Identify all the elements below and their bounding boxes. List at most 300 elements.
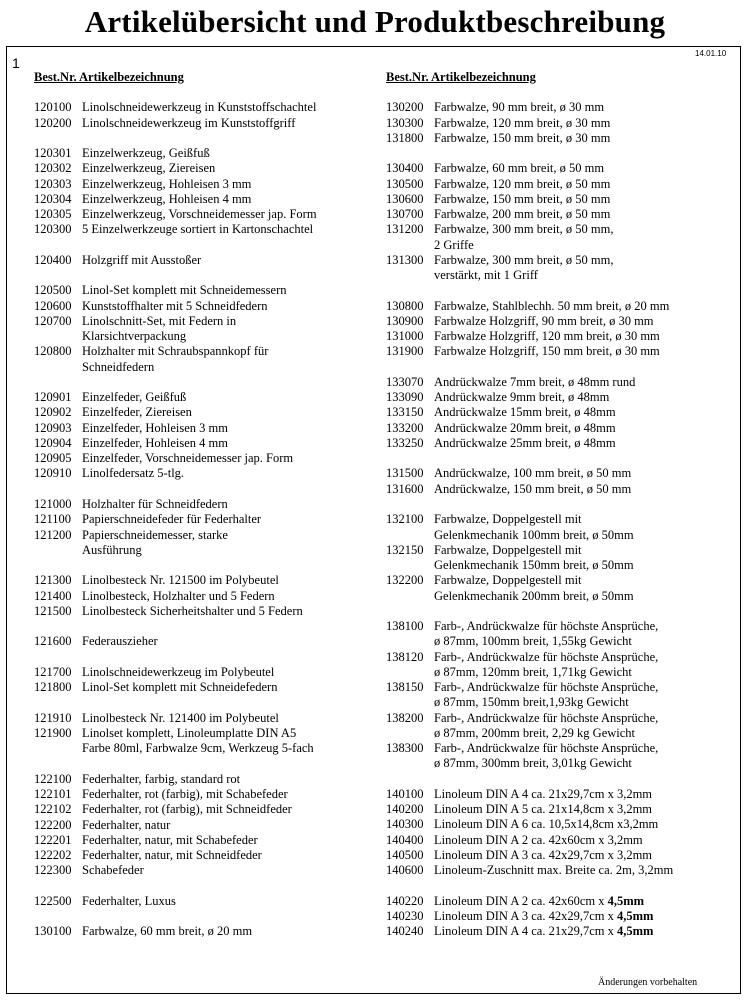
description-line: Farbwalze, 300 mm breit, ø 50 mm, bbox=[434, 222, 614, 237]
article-row bbox=[386, 833, 738, 848]
description-line: Farb-, Andrückwalze für höchste Ansprüche, bbox=[434, 741, 659, 756]
article-description bbox=[434, 512, 738, 543]
description-line: Farbwalze, 150 mm breit, ø 30 mm bbox=[434, 130, 611, 145]
article-description bbox=[82, 528, 394, 559]
description-line: Linoleum DIN A 3 ca. 42x29,7cm x 3,2mm bbox=[434, 847, 653, 862]
description-line: Linolschneidewerkzeug im Kunststoffgriff bbox=[82, 115, 296, 130]
article-description bbox=[82, 634, 394, 649]
article-row bbox=[386, 314, 738, 329]
article-number: 131900 bbox=[386, 344, 424, 359]
description-line: ø 87mm, 100mm breit, 1,55kg Gewicht bbox=[434, 634, 632, 649]
description-line: Papierschneidemesser, starke bbox=[82, 527, 228, 542]
article-description bbox=[82, 665, 394, 680]
article-number: 130100 bbox=[34, 924, 72, 939]
article-description bbox=[434, 299, 738, 314]
article-description bbox=[82, 894, 394, 909]
article-number: 122200 bbox=[34, 817, 72, 832]
article-row bbox=[34, 222, 394, 237]
article-description bbox=[82, 161, 394, 176]
article-row bbox=[34, 116, 394, 131]
article-description bbox=[434, 924, 738, 939]
article-description bbox=[434, 314, 738, 329]
description-line: Ausführung bbox=[82, 542, 142, 557]
description-line: Einzelfeder, Hohleisen 4 mm bbox=[82, 435, 228, 450]
description-line: Einzelwerkzeug, Vorschneidemesser jap. Form bbox=[82, 207, 317, 222]
article-row bbox=[386, 924, 738, 939]
description-line: Farbwalze, 60 mm breit, ø 50 mm bbox=[434, 161, 605, 176]
article-description bbox=[82, 818, 394, 833]
description-line: Linoleum DIN A 4 ca. 21x29,7cm x 3,2mm bbox=[434, 786, 653, 801]
description-line: Farbwalze, Doppelgestell mit bbox=[434, 542, 582, 557]
article-row bbox=[34, 589, 394, 604]
article-description bbox=[434, 650, 738, 681]
article-row bbox=[34, 436, 394, 451]
description-line: Papierschneidefeder für Federhalter bbox=[82, 512, 262, 527]
article-number: 120700 bbox=[34, 313, 72, 328]
article-description bbox=[434, 405, 738, 420]
article-number: 120910 bbox=[34, 466, 72, 481]
left-column bbox=[34, 70, 394, 940]
article-number: 138200 bbox=[386, 710, 424, 725]
description-line: Linolset komplett, Linoleumplatte DIN A5 bbox=[82, 725, 297, 740]
article-row bbox=[34, 848, 394, 863]
description-line: Andrückwalze, 100 mm breit, ø 50 mm bbox=[434, 466, 632, 481]
description-line: Klarsichtverpackung bbox=[82, 329, 187, 344]
article-row bbox=[34, 711, 394, 726]
description-line: Linoleum DIN A 5 ca. 21x14,8cm x 3,2mm bbox=[434, 802, 653, 817]
article-description bbox=[434, 329, 738, 344]
article-number: 130200 bbox=[386, 100, 424, 115]
article-description bbox=[82, 253, 394, 268]
article-description bbox=[434, 222, 738, 253]
article-number: 138120 bbox=[386, 649, 424, 664]
article-row bbox=[34, 528, 394, 559]
article-row bbox=[34, 726, 394, 757]
article-number: 132100 bbox=[386, 512, 424, 527]
article-row bbox=[386, 863, 738, 878]
description-line: Andrückwalze 25mm breit, ø 48mm bbox=[434, 435, 616, 450]
article-number: 120301 bbox=[34, 146, 72, 161]
article-number: 130400 bbox=[386, 161, 424, 176]
description-line: Andrückwalze 15mm breit, ø 48mm bbox=[434, 405, 616, 420]
description-line: ø 87mm, 150mm breit,1,93kg Gewicht bbox=[434, 695, 629, 710]
footer-note: Änderungen vorbehalten bbox=[598, 977, 698, 988]
article-number: 120303 bbox=[34, 176, 72, 191]
article-number: 138150 bbox=[386, 680, 424, 695]
article-description bbox=[434, 253, 738, 284]
article-number: 131000 bbox=[386, 329, 424, 344]
article-row bbox=[34, 924, 394, 939]
article-description bbox=[434, 436, 738, 451]
column-header: Best.Nr. Artikelbezeichnung bbox=[386, 70, 536, 84]
article-row bbox=[34, 207, 394, 222]
article-description bbox=[82, 299, 394, 314]
description-line: Federhalter, farbig, standard rot bbox=[82, 771, 241, 786]
article-description bbox=[82, 772, 394, 787]
article-row bbox=[34, 604, 394, 619]
article-row bbox=[386, 802, 738, 817]
article-number: 122102 bbox=[34, 802, 72, 817]
description-line: Linol-Set komplett mit Schneidefedern bbox=[82, 680, 278, 695]
document-date: 14.01.10 bbox=[695, 49, 727, 58]
article-row bbox=[34, 787, 394, 802]
article-row bbox=[386, 848, 738, 863]
description-line: Holzhalter für Schneidfedern bbox=[82, 497, 228, 512]
article-number: 121000 bbox=[34, 497, 72, 512]
description-line bbox=[434, 909, 738, 924]
article-row bbox=[34, 253, 394, 268]
article-row bbox=[386, 466, 738, 481]
article-row bbox=[34, 802, 394, 817]
description-line: Farbe 80ml, Farbwalze 9cm, Werkzeug 5-fach bbox=[82, 741, 314, 756]
article-description bbox=[434, 207, 738, 222]
article-description bbox=[82, 726, 394, 757]
article-number: 140400 bbox=[386, 832, 424, 847]
article-number: 121300 bbox=[34, 573, 72, 588]
article-description bbox=[82, 222, 394, 237]
article-number: 122202 bbox=[34, 848, 72, 863]
article-number: 131300 bbox=[386, 252, 424, 267]
description-line: Einzelwerkzeug, Hohleisen 4 mm bbox=[82, 191, 252, 206]
description-line: Farbwalze, 120 mm breit, ø 30 mm bbox=[434, 115, 611, 130]
description-line: Farb-, Andrückwalze für höchste Ansprüche, bbox=[434, 649, 659, 664]
article-description bbox=[434, 833, 738, 848]
article-number: 130300 bbox=[386, 115, 424, 130]
article-row bbox=[34, 405, 394, 420]
description-line: Federauszieher bbox=[82, 634, 158, 649]
description-line: Farbwalze, Doppelgestell mit bbox=[434, 512, 582, 527]
description-line: Holzhalter mit Schraubspannkopf für bbox=[82, 344, 269, 359]
article-row bbox=[386, 161, 738, 176]
description-line: Kunststoffhalter mit 5 Schneidfedern bbox=[82, 298, 268, 313]
article-row bbox=[34, 894, 394, 909]
description-line: Farbwalze Holzgriff, 90 mm breit, ø 30 mm bbox=[434, 313, 654, 328]
article-row bbox=[386, 650, 738, 681]
article-number: 120800 bbox=[34, 344, 72, 359]
page-title: Artikelübersicht und Produktbeschreibung bbox=[84, 4, 666, 39]
description-line: Linoleum DIN A 2 ca. 42x60cm x 3,2mm bbox=[434, 832, 643, 847]
description-line: Farbwalze, 60 mm breit, ø 20 mm bbox=[82, 924, 253, 939]
thickness-value: 4,5mm bbox=[616, 924, 654, 939]
article-description bbox=[82, 146, 394, 161]
article-description bbox=[82, 924, 394, 939]
description-line: Andrückwalze 20mm breit, ø 48mm bbox=[434, 420, 616, 435]
article-row bbox=[34, 818, 394, 833]
article-row bbox=[34, 192, 394, 207]
article-row bbox=[34, 299, 394, 314]
article-description bbox=[82, 390, 394, 405]
article-description bbox=[434, 787, 738, 802]
article-description bbox=[434, 543, 738, 574]
article-description bbox=[82, 512, 394, 527]
article-description bbox=[82, 436, 394, 451]
article-number: 120903 bbox=[34, 420, 72, 435]
description-line: Schabefeder bbox=[82, 863, 144, 878]
article-number: 121800 bbox=[34, 680, 72, 695]
description-line: Farb-, Andrückwalze für höchste Ansprüche, bbox=[434, 710, 659, 725]
article-description bbox=[434, 680, 738, 711]
article-number: 121900 bbox=[34, 725, 72, 740]
article-number: 132150 bbox=[386, 542, 424, 557]
description-line: Federhalter, rot (farbig), mit Schneidfeder bbox=[82, 802, 292, 817]
article-number: 140500 bbox=[386, 847, 424, 862]
article-number: 132200 bbox=[386, 573, 424, 588]
article-row bbox=[34, 833, 394, 848]
description-line: Linoleum DIN A 2 ca. 42x60cm x bbox=[434, 893, 608, 908]
description-line: Linoleum-Zuschnitt max. Breite ca. 2m, 3,2mm bbox=[434, 863, 674, 878]
article-number: 140300 bbox=[386, 817, 424, 832]
description-line: verstärkt, mit 1 Griff bbox=[434, 268, 538, 283]
article-description bbox=[82, 802, 394, 817]
article-number: 120902 bbox=[34, 405, 72, 420]
description-line: Farbwalze, 150 mm breit, ø 50 mm bbox=[434, 191, 611, 206]
article-description bbox=[82, 604, 394, 619]
description-line: ø 87mm, 120mm breit, 1,71kg Gewicht bbox=[434, 664, 632, 679]
article-number: 130800 bbox=[386, 298, 424, 313]
article-row bbox=[386, 787, 738, 802]
description-line: Federhalter, natur, mit Schabefeder bbox=[82, 832, 258, 847]
description-line: Federhalter, natur, mit Schneidfeder bbox=[82, 848, 262, 863]
article-description bbox=[434, 711, 738, 742]
article-description bbox=[434, 894, 738, 909]
article-number: 120304 bbox=[34, 191, 72, 206]
article-description bbox=[434, 375, 738, 390]
article-description bbox=[82, 344, 394, 375]
article-row bbox=[34, 421, 394, 436]
article-row bbox=[34, 314, 394, 345]
description-line: Farbwalze Holzgriff, 150 mm breit, ø 30 mm bbox=[434, 344, 660, 359]
article-number: 140240 bbox=[386, 924, 424, 939]
article-description bbox=[434, 802, 738, 817]
description-line: Gelenkmechanik 200mm breit, ø 50mm bbox=[434, 588, 634, 603]
description-line: Linolfedersatz 5-tlg. bbox=[82, 466, 185, 481]
article-description bbox=[434, 619, 738, 650]
description-line: Farbwalze, 120 mm breit, ø 50 mm bbox=[434, 176, 611, 191]
description-line: Linolschnitt-Set, mit Federn in bbox=[82, 313, 237, 328]
article-number: 133250 bbox=[386, 435, 424, 450]
column-header: Best.Nr. Artikelbezeichnung bbox=[34, 70, 184, 84]
article-number: 122100 bbox=[34, 771, 72, 786]
article-row bbox=[386, 436, 738, 451]
article-row bbox=[386, 741, 738, 772]
article-number: 120904 bbox=[34, 435, 72, 450]
article-row bbox=[386, 390, 738, 405]
description-line: Linolbesteck Sicherheitshalter und 5 Federn bbox=[82, 603, 303, 618]
article-row bbox=[34, 665, 394, 680]
article-number: 121400 bbox=[34, 588, 72, 603]
description-line: Einzelfeder, Vorschneidemesser jap. Form bbox=[82, 451, 294, 466]
description-line: Linoleum DIN A 3 ca. 42x29,7cm x bbox=[434, 908, 617, 923]
article-number: 120905 bbox=[34, 451, 72, 466]
thickness-value: 4,5mm bbox=[607, 893, 645, 908]
description-line: Farbwalze, Stahlblechh. 50 mm breit, ø 20 mm bbox=[434, 298, 670, 313]
description-line: Andrückwalze 7mm breit, ø 48mm rund bbox=[434, 374, 636, 389]
article-row bbox=[386, 619, 738, 650]
article-description bbox=[82, 451, 394, 466]
description-line bbox=[434, 894, 738, 909]
description-line: ø 87mm, 300mm breit, 3,01kg Gewicht bbox=[434, 756, 632, 771]
article-row bbox=[34, 512, 394, 527]
description-line: Holzgriff mit Ausstoßer bbox=[82, 252, 202, 267]
article-row bbox=[386, 573, 738, 604]
page-number: 1 bbox=[12, 55, 20, 71]
article-description bbox=[82, 589, 394, 604]
article-number: 121910 bbox=[34, 710, 72, 725]
article-number: 120302 bbox=[34, 161, 72, 176]
description-line: 5 Einzelwerkzeuge sortiert in Kartonschachtel bbox=[82, 222, 314, 237]
article-row bbox=[386, 344, 738, 359]
description-line: Farbwalze, 200 mm breit, ø 50 mm bbox=[434, 207, 611, 222]
article-description bbox=[434, 421, 738, 436]
article-number: 133090 bbox=[386, 390, 424, 405]
article-row bbox=[34, 772, 394, 787]
article-number: 140220 bbox=[386, 893, 424, 908]
article-description bbox=[82, 405, 394, 420]
article-description bbox=[434, 573, 738, 604]
article-row bbox=[34, 100, 394, 115]
article-row bbox=[386, 177, 738, 192]
article-row bbox=[386, 222, 738, 253]
description-line: Farbwalze, Doppelgestell mit bbox=[434, 573, 582, 588]
article-row bbox=[386, 817, 738, 832]
article-description bbox=[434, 741, 738, 772]
article-row bbox=[34, 177, 394, 192]
description-line: Linolbesteck, Holzhalter und 5 Federn bbox=[82, 588, 275, 603]
description-line: Farb-, Andrückwalze für höchste Ansprüche, bbox=[434, 619, 659, 634]
article-row bbox=[34, 573, 394, 588]
description-line: Federhalter, rot (farbig), mit Schabefeder bbox=[82, 787, 288, 802]
article-description bbox=[434, 848, 738, 863]
article-description bbox=[82, 466, 394, 481]
article-row bbox=[386, 711, 738, 742]
article-row bbox=[386, 482, 738, 497]
description-line: Gelenkmechanik 100mm breit, ø 50mm bbox=[434, 527, 634, 542]
article-description bbox=[82, 116, 394, 131]
description-line: Andrückwalze 9mm breit, ø 48mm bbox=[434, 390, 610, 405]
article-number: 121500 bbox=[34, 603, 72, 618]
article-number: 121200 bbox=[34, 527, 72, 542]
article-description bbox=[82, 863, 394, 878]
article-description bbox=[434, 466, 738, 481]
article-row bbox=[34, 451, 394, 466]
description-line: Federhalter, Luxus bbox=[82, 893, 176, 908]
article-row bbox=[34, 390, 394, 405]
thickness-value: 4,5mm bbox=[616, 908, 654, 923]
article-description bbox=[82, 100, 394, 115]
article-description bbox=[434, 177, 738, 192]
article-row bbox=[34, 283, 394, 298]
article-number: 130900 bbox=[386, 313, 424, 328]
article-row bbox=[386, 405, 738, 420]
article-description bbox=[82, 573, 394, 588]
article-row bbox=[34, 161, 394, 176]
description-line: Linolschneidewerkzeug im Polybeutel bbox=[82, 664, 275, 679]
article-number: 122201 bbox=[34, 832, 72, 847]
description-line: Farbwalze, 90 mm breit, ø 30 mm bbox=[434, 100, 605, 115]
article-number: 120400 bbox=[34, 252, 72, 267]
description-line: Einzelwerkzeug, Geißfuß bbox=[82, 146, 210, 161]
article-row bbox=[34, 146, 394, 161]
article-number: 133200 bbox=[386, 420, 424, 435]
article-description bbox=[82, 833, 394, 848]
article-number: 140600 bbox=[386, 863, 424, 878]
article-description bbox=[434, 100, 738, 115]
description-line: Farbwalze Holzgriff, 120 mm breit, ø 30 mm bbox=[434, 329, 660, 344]
article-row bbox=[386, 543, 738, 574]
article-row bbox=[386, 207, 738, 222]
description-line: Farbwalze, 300 mm breit, ø 50 mm, bbox=[434, 252, 614, 267]
article-number: 133070 bbox=[386, 374, 424, 389]
article-description bbox=[434, 863, 738, 878]
article-description bbox=[82, 283, 394, 298]
description-line: Federhalter, natur bbox=[82, 817, 171, 832]
article-number: 140230 bbox=[386, 908, 424, 923]
description-line: Einzelfeder, Geißfuß bbox=[82, 390, 187, 405]
article-row bbox=[34, 863, 394, 878]
article-number: 121700 bbox=[34, 664, 72, 679]
article-row bbox=[34, 344, 394, 375]
description-line: Linolschneidewerkzeug in Kunststoffschachtel bbox=[82, 100, 317, 115]
article-row bbox=[34, 466, 394, 481]
article-number: 122101 bbox=[34, 787, 72, 802]
article-number: 131600 bbox=[386, 481, 424, 496]
article-row bbox=[386, 299, 738, 314]
article-row bbox=[386, 131, 738, 146]
description-line: Linol-Set komplett mit Schneidemessern bbox=[82, 283, 287, 298]
description-line: Einzelwerkzeug, Hohleisen 3 mm bbox=[82, 176, 252, 191]
article-description bbox=[82, 314, 394, 345]
article-number: 120901 bbox=[34, 390, 72, 405]
article-description bbox=[82, 497, 394, 512]
description-line: ø 87mm, 200mm breit, 2,29 kg Gewicht bbox=[434, 725, 636, 740]
description-line: Einzelwerkzeug, Ziereisen bbox=[82, 161, 216, 176]
description-line bbox=[434, 924, 738, 939]
article-description bbox=[434, 817, 738, 832]
description-line: Einzelfeder, Ziereisen bbox=[82, 405, 192, 420]
description-line: Linoleum DIN A 4 ca. 21x29,7cm x bbox=[434, 924, 617, 939]
article-number: 122300 bbox=[34, 863, 72, 878]
article-row bbox=[386, 116, 738, 131]
article-description bbox=[434, 161, 738, 176]
description-line: Gelenkmechanik 150mm breit, ø 50mm bbox=[434, 558, 634, 573]
article-number: 131500 bbox=[386, 466, 424, 481]
article-number: 130700 bbox=[386, 207, 424, 222]
article-description bbox=[82, 207, 394, 222]
description-line: Linoleum DIN A 6 ca. 10,5x14,8cm x3,2mm bbox=[434, 817, 659, 832]
article-number: 131800 bbox=[386, 130, 424, 145]
article-description bbox=[82, 192, 394, 207]
description-line: Farb-, Andrückwalze für höchste Ansprüche, bbox=[434, 680, 659, 695]
article-row bbox=[386, 909, 738, 924]
article-number: 120600 bbox=[34, 298, 72, 313]
article-row bbox=[34, 680, 394, 695]
article-number: 138300 bbox=[386, 741, 424, 756]
article-row bbox=[34, 634, 394, 649]
article-description bbox=[82, 787, 394, 802]
article-description bbox=[82, 421, 394, 436]
article-number: 120300 bbox=[34, 222, 72, 237]
article-description bbox=[434, 390, 738, 405]
article-row bbox=[386, 253, 738, 284]
description-line: Einzelfeder, Hohleisen 3 mm bbox=[82, 420, 228, 435]
article-row bbox=[386, 100, 738, 115]
article-number: 121600 bbox=[34, 634, 72, 649]
article-description bbox=[434, 131, 738, 146]
description-line: Linolbesteck Nr. 121500 im Polybeutel bbox=[82, 573, 279, 588]
article-description bbox=[82, 711, 394, 726]
article-row bbox=[386, 680, 738, 711]
description-line: Schneidfedern bbox=[82, 359, 155, 374]
